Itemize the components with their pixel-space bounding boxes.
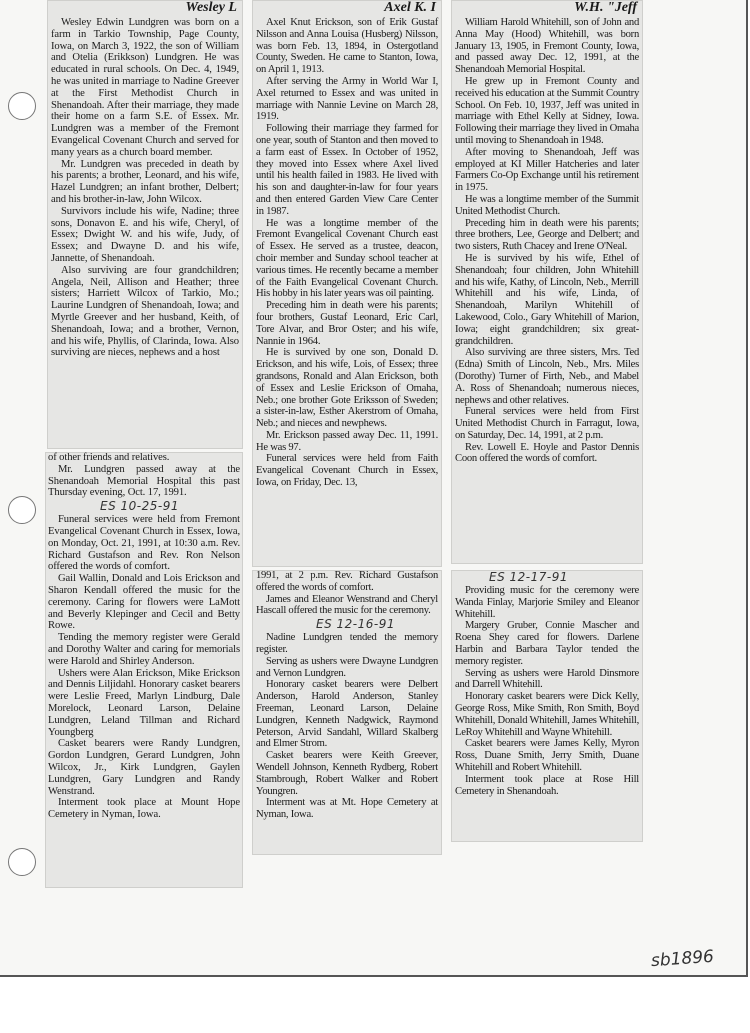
paragraph: Interment was at Mt. Hope Cemetery at Nyman, Iowa. <box>256 797 438 821</box>
obituary-header: W.H. "Jeff <box>574 0 637 15</box>
paragraph: Mr. Lundgren passed away at the Shenandoah Memorial Hospital this past Thursday evening, Oct. 17, 1991. <box>48 463 240 499</box>
paragraph: Survivors include his wife, Nadine; three sons, Donavon E. and his wife, Cheryl, of Essex; Dwight W. and his wife, Judy, of Essex; and Dwayne D. and his wife, Jannette, of Shenandoah. <box>51 205 239 264</box>
paragraph: Funeral services were held from Faith Evangelical Covenant Church in Essex, Iowa, on Friday, Dec. 13, <box>256 453 438 489</box>
paragraph: After serving the Army in World War I, Axel returned to Essex and was united in marriage with Nannie Levine on March 28, 1919. <box>256 75 438 123</box>
binder-hole <box>8 848 36 876</box>
paragraph: Ushers were Alan Erickson, Mike Erickson and Dennis Liljidahl. Honorary casket bearers were Leslie Freed, Marlyn Lindburg, Dale Morelock, Leonard Larson, Delaine Lundgren, Leland Tillman and Richard Youngberg <box>48 667 240 738</box>
paragraph: Serving as ushers were Harold Dinsmore and Darrell Whitehill. <box>455 667 639 691</box>
paragraph: Also surviving are three sisters, Mrs. Ted (Edna) Smith of Lincoln, Neb., Mrs. Miles (Dorothy) Turner of Firth, Neb., and Mabel A. Ross of Shenandoah; numerous nieces, nephews and other relatives. <box>455 347 639 406</box>
paragraph: Preceding him in death were his parents; three brothers, Lee, George and Delbert; and two sisters, Ruth Chacey and Irene O'Neal. <box>455 217 639 253</box>
paragraph: He is survived by his wife, Ethel of Shenandoah; four children, John Whitehill and his wife, Kathy, of Lincoln, Neb., Merrill Whitehill and his wife, Linda, of Shenandoah, Marilyn Whitehill of Lakewood, Colo., Gary Whitehill of Marion, Iowa; eight grandchildren; six great-grandchildren. <box>455 252 639 347</box>
paragraph: Rev. Lowell E. Hoyle and Pastor Dennis Coon offered the words of comfort. <box>455 441 639 465</box>
obituary-header: Axel K. I <box>384 0 436 15</box>
handwritten-catalog-number: sb1896 <box>650 946 715 972</box>
paragraph: of other friends and relatives. <box>48 452 170 463</box>
obituary-header: Wesley L <box>185 0 237 15</box>
paragraph: Tending the memory register were Gerald and Dorothy Walter and caring for memorials were Harold and Shirley Anderson. <box>48 632 240 667</box>
paragraph: William Harold Whitehill, son of John and Anna May (Hood) Whitehill, was born January 13, 1905, in Fremont County, Iowa, and passed away Dec. 12, 1991, at the Shenandoah Memorial Hospital. <box>455 17 639 76</box>
paragraph: Funeral services were held from Fremont Evangelical Covenant Church in Essex, Iowa, on Monday, Oct. 21, 1991, at 10:30 a.m. Rev. Richard Gustafson and Rev. Ron Nelson offered the words of comfort. <box>48 514 240 573</box>
paragraph: Casket bearers were Randy Lundgren, Gordon Lundgren, Gerard Lundgren, John Wilcox, Jr., Kirk Lundgren, Gaylen Lundgren, Gary Lundgren and Randy Wenstrand. <box>48 738 240 797</box>
paragraph: Nadine Lundgren tended the memory register. <box>256 632 438 655</box>
obituary-wesley-lundgren-clipping <box>47 0 243 449</box>
paragraph: Honorary casket bearers were Delbert Anderson, Harold Anderson, Stanley Freeman, Leonard Larson, Delaine Lundgren, Kenneth Nadgwick, Raymond Peterson, Arvid Sandahl, Willard Skalberg and Elmer Strom. <box>256 679 438 750</box>
paragraph: He was a longtime member of the Summit United Methodist Church. <box>455 193 639 217</box>
paragraph: Casket bearers were Keith Greever, Wendell Johnson, Kenneth Rydberg, Robert Stambrough, Robert Walker and Robert Youngren. <box>256 750 438 797</box>
obituary-axel-erickson-clipping <box>252 0 442 567</box>
paragraph: Also surviving are four grandchildren; Angela, Neil, Allison and Heather; three sisters; Harriett Wilcox of Tarkio, Mo.; Laurine Lundgren of Shenandoah, Iowa; and Myrtle Greever and her husband, Keith, of Shenandoah, Iowa; and a brother, Vernon, and his wife, Phyllis, of Clarinda, Iowa. Also surviving are nieces, nephews and a host <box>51 264 239 359</box>
paragraph: Mr. Lundgren was preceded in death by his parents; a brother, Leonard, and his wife, Hazel Lundgren; an infant brother, Delbert; and his brother-in-law, John Wilcox. <box>51 158 239 205</box>
obituary-axel-erickson-continued <box>252 570 442 855</box>
handwritten-date: ES 10-25-91 <box>100 499 179 514</box>
paragraph: Serving as ushers were Dwayne Lundgren and Vernon Lundgren. <box>256 655 438 679</box>
paragraph: Honorary casket bearers were Dick Kelly, George Ross, Mike Smith, Ron Smith, Boyd Whitehill, Donald Whitehill, James Whitehill, LeRoy Whitehill and Wayne Whitehill. <box>455 691 640 738</box>
paragraph: 1991, at 2 p.m. Rev. Richard Gustafson offered the words of comfort. <box>256 570 438 593</box>
paragraph: Following their marriage they farmed for one year, south of Stanton and then moved to a farm east of Essex. In October of 1952, they moved into Essex where Axel lived until his health failed in 1983. He lived with his son and daughter-in-law for four years and then entered Garden View Care Center in 1987. <box>256 123 438 217</box>
paragraph: Casket bearers were James Kelly, Myron Ross, Duane Smith, Jerry Smith, Duane Whitehill and Robert Whitehill. <box>455 738 639 773</box>
paragraph: Interment took place at Rose Hill Cemetery in Shenandoah. <box>455 773 639 797</box>
handwritten-date: ES 12-16-91 <box>316 617 395 632</box>
paragraph: Axel Knut Erickson, son of Erik Gustaf Nilsson and Anna Louisa (Husberg) Nilsson, was born Feb. 13, 1894, in Ostergotland County, Sweden. He came to Stanton, Iowa, on April 1, 1913. <box>256 17 438 76</box>
binder-hole <box>8 92 36 120</box>
paragraph: Interment took place at Mount Hope Cemetery in Nyman, Iowa. <box>48 797 240 821</box>
paragraph: Margery Gruber, Connie Mascher and Roena Shey cared for flowers. Darlene Harbin and Barbara Taylor tended the memory register. <box>455 620 639 667</box>
obituary-wesley-lundgren-continued <box>45 452 243 888</box>
paragraph: Gail Wallin, Donald and Lois Erickson and Sharon Kendall offered the music for the ceremony. Caring for flowers were LaMott and Beverly Klepinger and Cecil and Betty Rowe. <box>48 573 240 632</box>
obituary-jeff-whitehill-clipping <box>451 0 643 564</box>
paragraph: Funeral services were held from First United Methodist Church in Farragut, Iowa, on Saturday, Dec. 14, 1991, at 2 p.m. <box>455 406 639 441</box>
paragraph: Mr. Erickson passed away Dec. 11, 1991. He was 97. <box>256 429 438 453</box>
paragraph: He is survived by one son, Donald D. Erickson, and his wife, Lois, of Essex; three grandsons, Ronald and Alan Erickson, both of Essex and Leslie Erickson of Omaha, Neb.; one brother Gote Eriksson of Sweden; a sister-in-law, Esther Akerstrom of Omaha, Neb.; and nieces and newphews. <box>256 347 438 430</box>
paragraph: Wesley Edwin Lundgren was born on a farm in Tarkio Township, Page County, Iowa, on March 3, 1922, the son of William and Otelia (Erikkson) Lundgren. He was educated in rural schools. On Dec. 4, 1949, he was united in marriage to Nadine Greever at the First Methodist Church in Shenandoah. After their marriage, they made their home on a farm S.E. of Essex. Mr. Lundgren was a member of the Fremont Evangelical Covenant Church and served for many years as a church board member. <box>51 17 239 158</box>
binder-hole <box>8 496 36 524</box>
paragraph: Preceding him in death were his parents; four brothers, Gustaf Leonard, Eric Carl, Tore Alvar, and Bror Oster; and his wife, Nannie in 1964. <box>256 300 438 347</box>
paragraph: James and Eleanor Wenstrand and Cheryl Hascall offered the music for the ceremony. <box>256 593 438 617</box>
paragraph: After moving to Shenandoah, Jeff was employed at KI Miller Hatcheries and later Farmers Co-Op Exchange until his retirement in 1975. <box>455 146 639 194</box>
paragraph: He grew up in Fremont County and received his education at the Summit Country School. On Feb. 10, 1937, Jeff was united in marriage with Ethel Kelly at Sidney, Iowa. Following their marriage they lived in Omaha until moving to Shenandoah in 1948. <box>455 75 639 146</box>
obituary-jeff-whitehill-continued <box>451 570 643 842</box>
handwritten-date: ES 12-17-91 <box>489 570 568 584</box>
paragraph: Providing music for the ceremony were Wanda Finlay, Marjorie Smiley and Eleanor Whitehill. <box>455 585 639 620</box>
paragraph: He was a longtime member of the Fremont Evangelical Covenant Church east of Essex. He served as a trustee, deacon, choir member and Sunday school teacher at various times. He recently became a member of the Faith Evangelical Covenant Church. His hobby in his later years was oil painting. <box>256 217 438 300</box>
